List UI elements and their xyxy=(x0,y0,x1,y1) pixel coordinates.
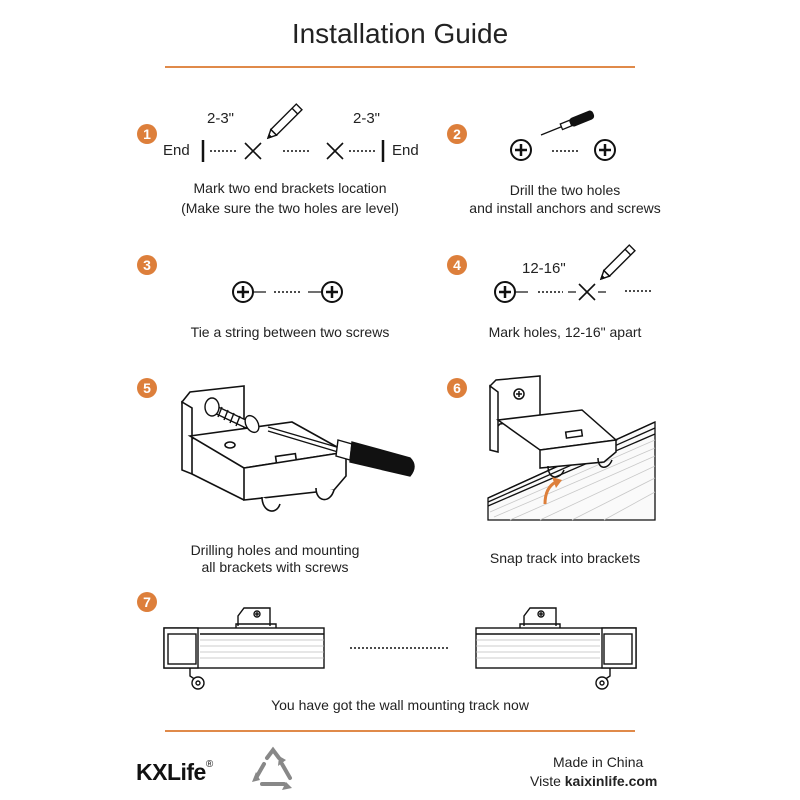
step-1-caption-line2: (Make sure the two holes are level) xyxy=(181,200,399,216)
registered-mark: ® xyxy=(205,759,213,770)
page-title: Installation Guide xyxy=(291,18,509,49)
step-2-badge: 2 xyxy=(447,124,467,144)
step-5-caption-line1: Drilling holes and mounting xyxy=(190,542,360,558)
step-3-caption: Tie a string between two screws xyxy=(190,324,390,340)
step-5-caption-line2: all brackets with screws xyxy=(201,559,349,575)
step-6-badge: 6 xyxy=(447,378,467,398)
step-1-badge: 1 xyxy=(137,124,157,144)
step-7-badge: 7 xyxy=(137,592,157,612)
step-6-caption: Snap track into brackets xyxy=(489,550,641,566)
step-5-badge: 5 xyxy=(137,378,157,398)
track-right xyxy=(476,608,636,689)
step-4-dim: 12-16" xyxy=(522,260,566,277)
made-in-label: Made in China xyxy=(553,754,644,770)
track-left xyxy=(164,608,324,689)
step-1-dim-right: 2-3" xyxy=(353,110,381,127)
website-link[interactable]: kaixinlife.com xyxy=(564,773,658,789)
step-1-caption-line1: Mark two end brackets location xyxy=(193,180,387,196)
website-line xyxy=(530,773,657,789)
step-1-dim-left: 2-3" xyxy=(207,110,235,127)
step-1-end-left-label: End xyxy=(163,142,190,159)
step-4-badge: 4 xyxy=(447,255,467,275)
step-3-badge: 3 xyxy=(137,255,157,275)
step-2-caption-line2: and install anchors and screws xyxy=(469,200,661,216)
visit-prefix: Viste xyxy=(530,773,565,789)
step-1-end-right-label: End xyxy=(392,142,419,159)
step-7-caption: You have got the wall mounting track now xyxy=(271,697,529,713)
step-4-caption: Mark holes, 12-16" apart xyxy=(488,324,642,340)
brand-logo xyxy=(136,759,213,786)
bottom-divider xyxy=(165,730,635,732)
step-2-caption-line1: Drill the two holes xyxy=(509,182,621,198)
recycle-icon xyxy=(248,748,298,794)
brand-name: KXLife xyxy=(136,759,206,785)
